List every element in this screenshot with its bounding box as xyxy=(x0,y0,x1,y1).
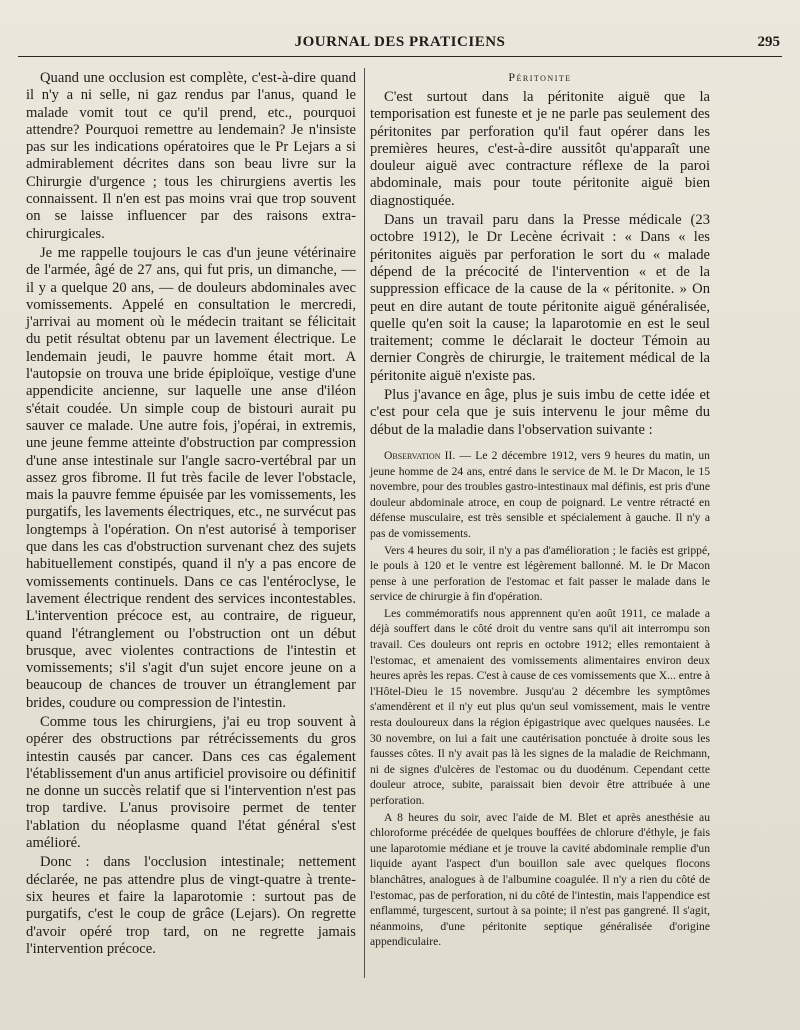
paragraph: Dans un travail paru dans la Presse médicale (23 octobre 1912), le Dr Lecène écrivait : « Dans « les péritonites aiguës par perforation le sort du « malade dépend de la précocité de l'intervention « et de la suppression efficace de la cause de la « péritonite. » On peut en dire autant de toute péritonite aiguë généralisée, quelle qu'en soit la cause; la laparotomie en est le seul traitement; comme le déclarait le docteur Témoin au dernier Congrès de chirurgie, le traitement médical de la péritonite aiguë n'existe pas. xyxy=(370,212,710,384)
page-number: 295 xyxy=(757,34,780,50)
header-rule xyxy=(18,56,782,57)
observation-paragraph xyxy=(370,448,710,542)
journal-title: JOURNAL DES PRATICIENS xyxy=(294,34,506,50)
paragraph: Quand une occlusion est complète, c'est-à-dire quand il n'y a ni selle, ni gaz rendus par l'anus, quand le malade vomit tout ce qu'il prend, etc., pourquoi attendre? Pourquoi remettre au lendemain? Je n'insiste pas sur les indications opératoires que le Pr Lejars a si admirablement décrites dans son beau livre sur la Chirurgie d'urgence ; tous les chirurgiens avertis les connaissent. Il n'en est pas moins vrai que trop souvent on se laisse influencer par des raisons extra-chirurgicales. xyxy=(26,70,356,242)
observation-paragraph: Vers 4 heures du soir, il n'y a pas d'amélioration ; le faciès est grippé, le pouls à 120 et le ventre est légèrement ballonné. M. le Dr Macon pense à une perforation de l'estomac et fait passer le malade dans le service de chirurgie à fin d'opération. xyxy=(370,543,710,604)
right-column xyxy=(370,70,710,950)
observation-paragraph: Les commémoratifs nous apprennent qu'en août 1911, ce malade a déjà souffert dans le côté droit du ventre sans qu'il ait interrompu son travail. Ces douleurs ont repris en octobre 1912; elles remontaient à l'estomac, et amenaient des vomissements alimentaires environ deux heures après les repas. C'est à cause de ces vomissements que X... entre à l'Hôtel-Dieu le 15 novembre. Jusqu'au 2 décembre les symptômes s'amendèrent et il n'y eut plus qu'un seul vomissement, mais le ventre resta douloureux dans la région épigastrique avec quelques nausées. Le 30 novembre, on lui a fait une cautérisation ponctuée à droite sous les fausses côtes. Il n'y avait pas là les signes de la maladie de Reichmann, ni de signes d'ulcères de l'estomac ou du duodénum. Cependant cette douleur atroce, subite, paraissait bien devoir être attribuée à une perforation. xyxy=(370,606,710,807)
paragraph: C'est surtout dans la péritonite aiguë que la temporisation est funeste et je ne parle pas seulement des péritonites par perforation qu'il faut opérer dans les premières heures, c'est-à-dire aussitôt qu'apparaît une douleur aiguë avec contracture réflexe de la paroi abdominale, mais pour toute péritonite aiguë bien diagnostiquée. xyxy=(370,89,710,209)
observation-block xyxy=(370,448,710,950)
observation-text: — Le 2 décembre 1912, vers 9 heures du matin, un jeune homme de 24 ans, entré dans le service de M. le Dr Macon, le 15 novembre, pour des troubles gastro-intestinaux mal définis, est pris d'une douleur abdominale atroce, en coup de poignard. Le ventre rétracté en défense musculaire, est très sensible et spécialement à gauche. Il n'y a pas de vomissements. xyxy=(370,448,710,540)
page-header xyxy=(0,30,800,60)
paragraph: Je me rappelle toujours le cas d'un jeune vétérinaire de l'armée, âgé de 27 ans, qui fut pris, un dimanche, — il y a quelque 20 ans, — de douleurs abdominales avec vomissements. Appelé en consultation le mercredi, j'arrivai au moment où le médecin traitant se félicitait du petit résultat obtenu par un lavement électrique. Le lendemain jeudi, le pauvre homme était mort. A l'autopsie on trouva une bride épiploïque, vestige d'une appendicite ancienne, sur laquelle une anse d'iléon s'était coudée. Un simple coup de bistouri aurait pu sauver ce malade. Une autre fois, j'opérai, in extremis, une jeune femme atteinte d'obstruction par compression d'une anse intestinale sur l'angle sacro-vertébral par un assez gros fibrome. Il fut très facile de lever l'obstacle, mais la pauvre femme épuisée par les vomissements, les purgatifs, les lavements électriques, etc., ne survécut pas longtemps à l'opération. On n'est autorisé à temporiser que dans les cas d'obstruction survenant chez des sujets habituellement constipés, quand il n'y a pas encore de vomissements continuels. Dans ce cas l'entéroclyse, le lavement électrique rendent des services incontestables. L'intervention précoce est, au contraire, de rigueur, quand l'étranglement ou l'obstruction ont un début brusque, avec violentes contractions de l'intestin et vomissements; s'il s'agit d'un sujet encore jeune on a beaucoup de chances de trouver un étranglement par brides, coudure ou compression de l'intestin. xyxy=(26,244,357,711)
paragraph: Donc : dans l'occlusion intestinale; nettement déclarée, ne pas attendre plus de vingt-quatre à trente-six heures et faire la laparotomie : surtout pas de purgatifs, c'est le coup de grâce (Lejars). On regrette d'avoir opéré trop tard, on ne regrette jamais l'intervention précoce. xyxy=(26,854,356,957)
left-column xyxy=(26,70,356,958)
paragraph: Plus j'avance en âge, plus je suis imbu de cette idée et c'est pour cela que je suis intervenu le jour même du début de la maladie dans l'observation suivante : xyxy=(370,387,710,438)
observation-label: Observation II. xyxy=(384,448,456,462)
section-heading: Péritonite xyxy=(508,70,572,84)
observation-paragraph: A 8 heures du soir, avec l'aide de M. Blet et après anesthésie au chloroforme précédée de quelques bouffées de chlorure d'éthyle, je fais une laparotomie médiane et je trouve la cavité abdominale remplie d'un liquide ayant l'aspect d'un bouillon sale avec quelques flocons blanchâtres, analogues à de l'albumine coagulée. Il n'y a rien du côté de l'estomac, pas de perforation, ni du côté de l'intestin, mais l'appendice est enflammé, turgescent, surtout à sa pointe; il n'est pas gangrené. Il s'agit, néanmoins, d'une péritonite septique généralisée d'origine appendiculaire. xyxy=(370,810,710,949)
paragraph: Comme tous les chirurgiens, j'ai eu trop souvent à opérer des obstructions par rétrécissements du gros intestin causés par cancer. Dans ces cas également l'établissement d'un anus artificiel provisoire ou définitif ne donne un succès relatif que si l'intervention n'est pas trop tardive. L'anus provisoire permet de tenter l'ablation du néoplasme quand l'état général s'est amélioré. xyxy=(26,713,356,852)
column-divider xyxy=(364,68,365,978)
